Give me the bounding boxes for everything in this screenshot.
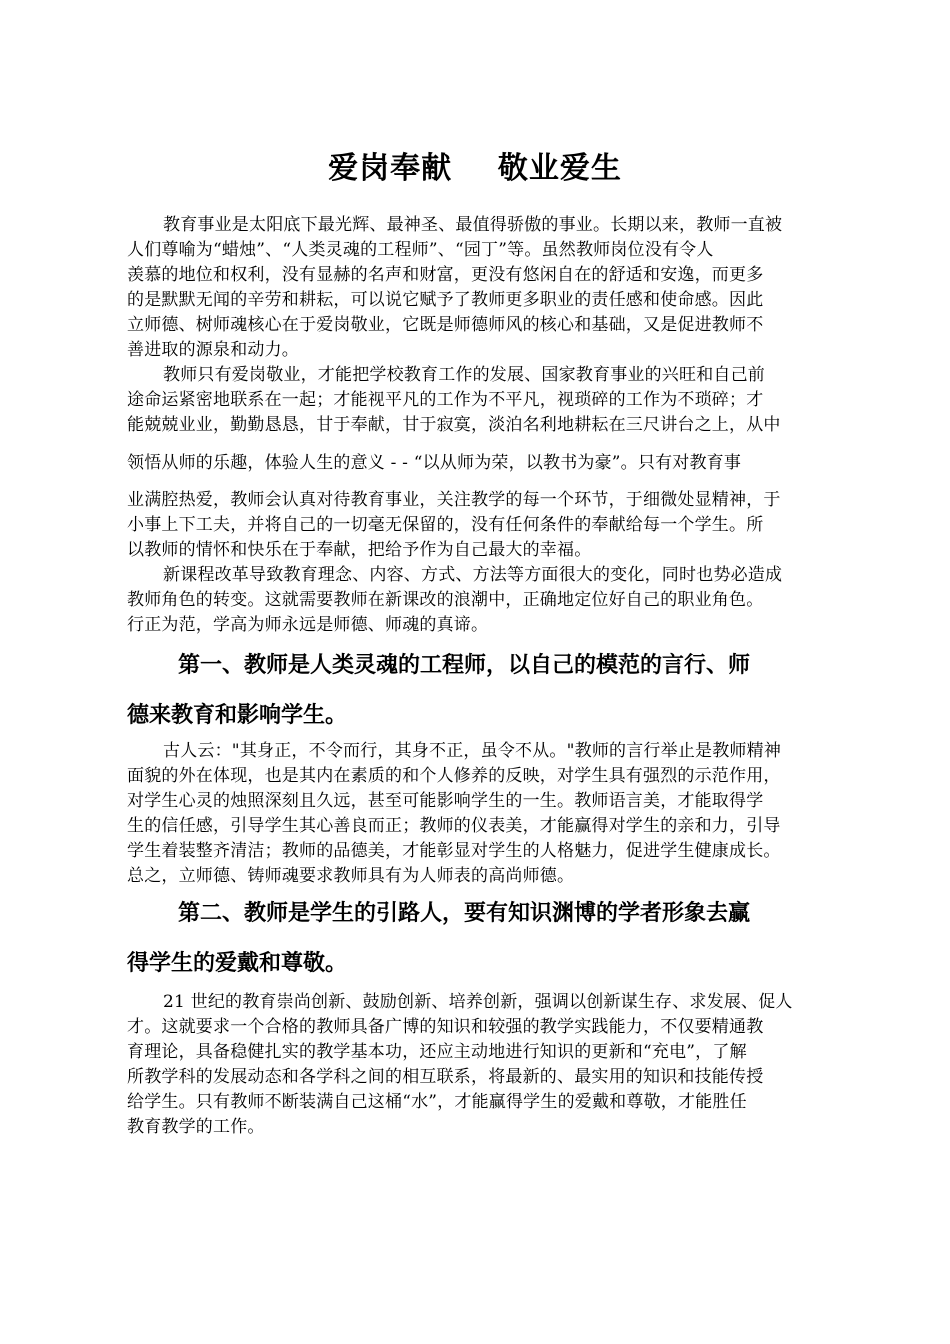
- section-heading-1: 德来教育和影响学生。: [127, 703, 348, 728]
- paragraph-5-line: 给学生。只有教师不断装满自己这桶“水”，才能赢得学生的爱戴和尊敬，才能胜任: [127, 1092, 747, 1112]
- section-heading-1: 第一、教师是人类灵魂的工程师，以自己的模范的言行、师: [178, 653, 751, 678]
- paragraph-3-line: 行正为范，学高为师永远是师德、师魂的真谛。: [127, 615, 489, 635]
- paragraph-2-line: 小事上下工夫，并将自己的一切毫无保留的，没有任何条件的奉献给每一个学生。所: [127, 515, 764, 535]
- paragraph-2-line: 以教师的情怀和快乐在于奉献，把给予作为自己最大的幸福。: [127, 540, 592, 560]
- paragraph-4-line: 古人云："其身正，不令而行，其身不正，虽令不从。"教师的言行举止是教师精神: [163, 741, 782, 761]
- paragraph-1-line: 人们尊喻为“蜡烛”、“人类灵魂的工程师”、“园丁”等。虽然教师岗位没有令人: [127, 240, 714, 260]
- paragraph-2-line: 教师只有爱岗敬业，才能把学校教育工作的发展、国家教育事业的兴旺和自己前: [163, 365, 765, 385]
- paragraph-5-line: 所教学科的发展动态和各学科之间的相互联系，将最新的、最实用的知识和技能传授: [127, 1067, 764, 1087]
- paragraph-2-line: 能兢兢业业，勤勤恳恳，甘于奉献，甘于寂寞，淡泊名利地耕耘在三尺讲台之上，从中: [127, 415, 781, 435]
- paragraph-5-line: 21 世纪的教育崇尚创新、鼓励创新、培养创新，强调以创新谋生存、求发展、促人: [163, 992, 793, 1012]
- paragraph-2-line: 业满腔热爱，教师会认真对待教育事业，关注教学的每一个环节，于细微处显精神，于: [127, 490, 781, 510]
- paragraph-4-line: 面貌的外在体现，也是其内在素质的和个人修养的反映，对学生具有强烈的示范作用，: [127, 766, 781, 786]
- document-title: 爱岗奉献 敬业爱生: [328, 151, 622, 186]
- paragraph-1-line: 善进取的源泉和动力。: [127, 340, 299, 360]
- paragraph-1-line: 教育事业是太阳底下最光辉、最神圣、最值得骄傲的事业。长期以来，教师一直被: [163, 215, 783, 235]
- paragraph-5-line: 教育教学的工作。: [127, 1117, 265, 1137]
- paragraph-4-line: 学生着装整齐清洁；教师的品德美，才能彰显对学生的人格魅力，促进学生健康成长。: [127, 841, 781, 861]
- paragraph-5-line: 育理论，具备稳健扎实的教学基本功，还应主动地进行知识的更新和“充电”，了解: [127, 1042, 747, 1062]
- paragraph-2-line: 途命运紧密地联系在一起；才能视平凡的工作为不平凡，视琐碎的工作为不琐碎；才: [127, 390, 764, 410]
- section-heading-2: 得学生的爱戴和尊敬。: [127, 951, 348, 976]
- paragraph-3-line: 新课程改革导致教育理念、内容、方式、方法等方面很大的变化，同时也势必造成: [163, 565, 783, 585]
- paragraph-1-line: 的是默默无闻的辛劳和耕耘，可以说它赋予了教师更多职业的责任感和使命感。因此: [127, 290, 764, 310]
- paragraph-1-line: 立师德、树师魂核心在于爱岗敬业，它既是师德师风的核心和基础，又是促进教师不: [127, 315, 764, 335]
- paragraph-2-line: 领悟从师的乐趣，体验人生的意义 - - “以从师为荣，以教书为豪”。只有对教育事: [127, 453, 742, 473]
- paragraph-3-line: 教师角色的转变。这就需要教师在新课改的浪潮中，正确地定位好自己的职业角色。: [127, 590, 764, 610]
- paragraph-4-line: 总之，立师德、铸师魂要求教师具有为人师表的高尚师德。: [127, 866, 575, 886]
- section-heading-2: 第二、教师是学生的引路人，要有知识渊博的学者形象去赢: [178, 901, 751, 926]
- paragraph-1-line: 羡慕的地位和权利，没有显赫的名声和财富，更没有悠闲自在的舒适和安逸，而更多: [127, 265, 764, 285]
- paragraph-5-line: 才。这就要求一个合格的教师具备广博的知识和较强的教学实践能力，不仅要精通教: [127, 1017, 764, 1037]
- paragraph-4-line: 对学生心灵的烛照深刻且久远，甚至可能影响学生的一生。教师语言美，才能取得学: [127, 791, 764, 811]
- paragraph-4-line: 生的信任感，引导学生其心善良而正；教师的仪表美，才能赢得对学生的亲和力，引导: [127, 816, 781, 836]
